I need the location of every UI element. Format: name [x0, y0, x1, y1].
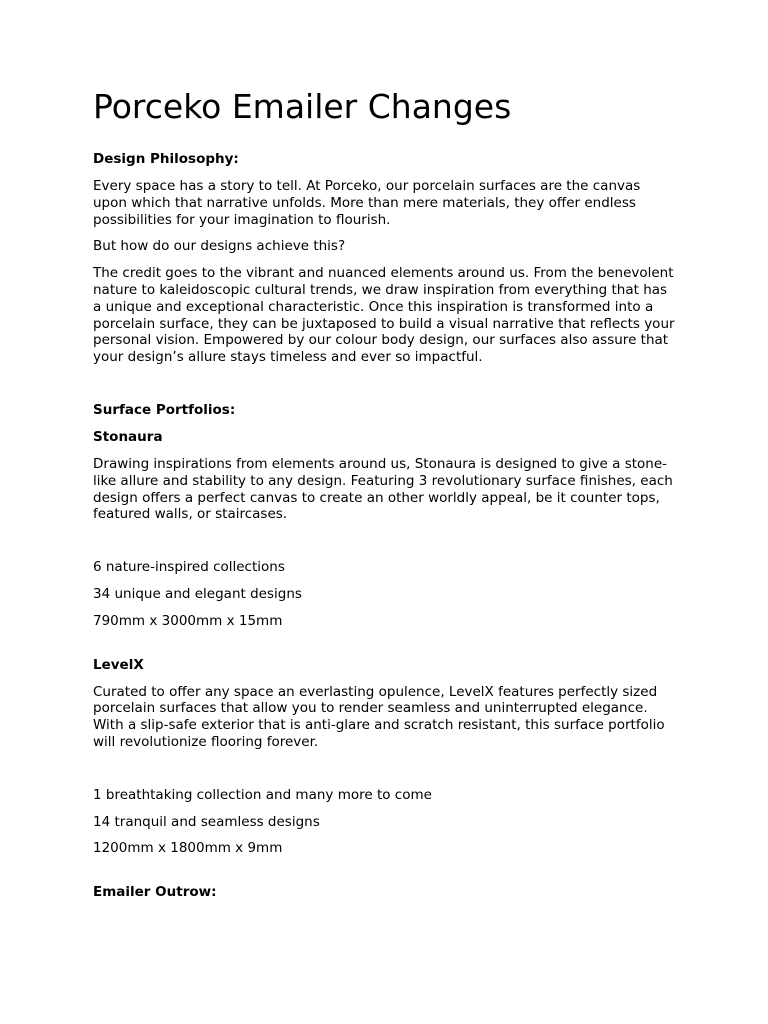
- design-philosophy-paragraph-1: Every space has a story to tell. At Porceko, our porcelain surfaces are the canvas upon which that narrative unfolds. More than mere materials, they offer endless possibilities for your imagination to flourish.: [93, 178, 641, 228]
- stonaura-heading: Stonaura: [93, 428, 163, 445]
- levelx-fact-dimensions: 1200mm x 1800mm x 9mm: [93, 840, 283, 857]
- document-title: Porceko Emailer Changes: [93, 87, 512, 126]
- levelx-heading: LevelX: [93, 656, 144, 673]
- stonaura-description: Drawing inspirations from elements around us, Stonaura is designed to give a stone-like allure and stability to any design. Featuring 3 revolutionary surface finishes, each design offers a perfect canvas to create an other worldly appeal, be it counter tops, featured walls, or staircases.: [93, 455, 673, 523]
- spacer: [93, 533, 678, 559]
- document-page: [93, 86, 678, 911]
- spacer: [93, 761, 678, 787]
- levelx-fact-collections: 1 breathtaking collection and many more to come: [93, 786, 432, 803]
- design-philosophy-heading: Design Philosophy:: [93, 151, 239, 167]
- spacer: [93, 640, 678, 657]
- surface-portfolios-heading: Surface Portfolios:: [93, 401, 236, 418]
- stonaura-fact-collections: 6 nature-inspired collections: [93, 559, 285, 576]
- design-philosophy-paragraph-3: The credit goes to the vibrant and nuanced elements around us. From the benevolent nature to kaleidoscopic cultural trends, we draw inspiration from everything that has a unique and exceptional characteristic. Once this inspiration is transformed into a porcelain surface, they can be juxtaposed to build a visual narrative that reflects your personal vision. Empowered by our colour body design, our surfaces also assure that your design’s allure stays timeless and ever so impactful.: [93, 265, 675, 366]
- spacer: [93, 867, 678, 884]
- stonaura-fact-dimensions: 790mm x 3000mm x 15mm: [93, 612, 283, 629]
- emailer-outrow-heading: Emailer Outrow:: [93, 884, 217, 901]
- design-philosophy-paragraph-2: But how do our designs achieve this?: [93, 238, 346, 255]
- levelx-fact-designs: 14 tranquil and seamless designs: [93, 813, 320, 830]
- spacer: [93, 376, 678, 402]
- levelx-description: Curated to offer any space an everlasting opulence, LevelX features perfectly sized porcelain surfaces that allow you to render seamless and uninterrupted elegance. With a slip-safe exterior that is anti-glare and scratch resistant, this surface portfolio will revolutionize flooring forever.: [93, 683, 665, 750]
- stonaura-fact-designs: 34 unique and elegant designs: [93, 585, 302, 602]
